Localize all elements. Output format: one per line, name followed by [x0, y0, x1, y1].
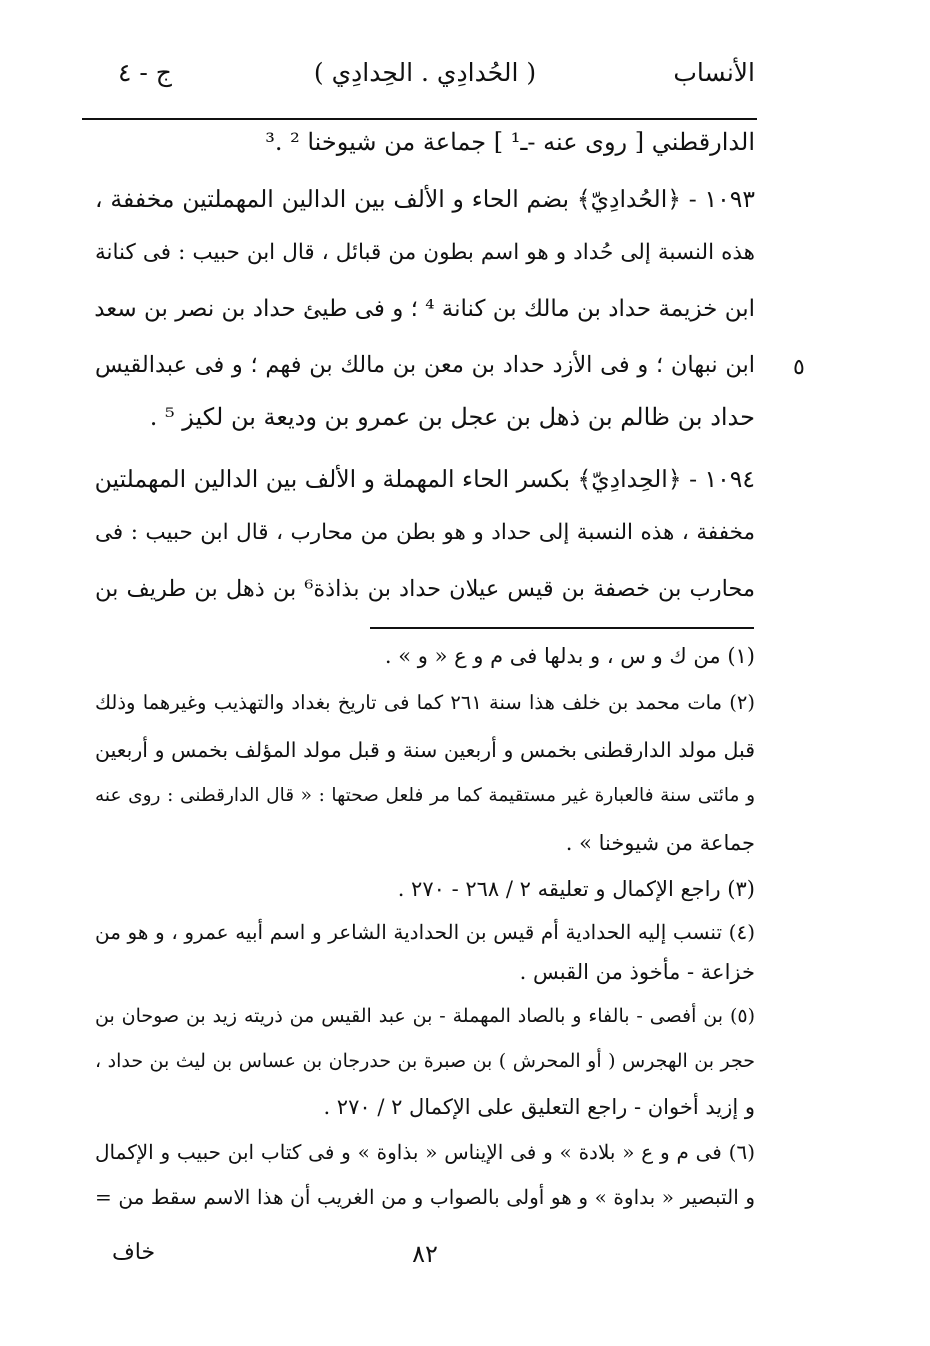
- footnote-line: (٢) مات محمد بن خلف هذا سنة ٢٦١ كما فى تاريخ بغداد والتهذيب وغيرهما وذلك: [95, 691, 755, 714]
- footnote-line: و مائتى سنة فالعبارة غير مستقيمة كما مر فلعل صحتها : « قال الدارقطنى : روى عنه: [95, 785, 755, 806]
- footnote-line: و التبصير « بداوة » و هو أولى بالصواب و من الغريب أن هذا الاسم سقط من =: [95, 1185, 755, 1209]
- page-number: ٨٢: [412, 1240, 438, 1268]
- footnote-line: (٣) راجع الإكمال و تعليقه ٢ / ٢٦٨ - ٢٧٠ .: [397, 877, 755, 901]
- footnote-line: خزاعة - مأخوذ من القبس .: [519, 960, 755, 984]
- entry-1094-line: ١٠٩٤ - ﴿الحِدادِيّ﴾ بكسر الحاء المهملة و الألف بين الدالين المهملتين: [94, 465, 755, 493]
- header-book-title: الأنساب: [673, 58, 755, 87]
- header-volume: ج - ٤: [118, 58, 172, 87]
- catchword: خاف: [112, 1240, 156, 1265]
- body-line: حداد بن ظالم بن ذهل بن عجل بن عمرو بن وديعة بن لكيز ⁵ .: [149, 403, 755, 431]
- footnote-line: (٥) بن أفصى - بالفاء و بالصاد المهملة - بن عبد القيس من ذريته زيد بن صوحان بن: [95, 1005, 755, 1027]
- header-rule: [82, 118, 757, 120]
- body-line: ابن خزيمة حداد بن مالك بن كنانة ⁴ ؛ و فى طيئ حداد بن نصر بن سعد: [94, 296, 755, 322]
- body-line: محارب بن خصفة بن قيس عيلان حداد بن بذاذة⁶ بن ذهل بن طريف بن: [95, 576, 755, 602]
- body-line: ابن نبهان ؛ و فى الأزد حداد بن معن بن مالك بن فهم ؛ و فى عبدالقيس: [95, 352, 755, 378]
- body-line: هذه النسبة إلى حُداد و هو اسم بطون من قبائل ، قال ابن حبيب : فى كنانة: [95, 240, 755, 265]
- footnote-line: جماعة من شيوخنا » .: [565, 831, 755, 855]
- footnote-line: (٤) تنسب إليه الحدادية أم قيس بن الحدادية الشاعر و اسم أبيه عمرو ، و هو من: [95, 920, 755, 944]
- body-line: مخففة ، هذه النسبة إلى حداد و هو بطن من محارب ، قال ابن حبيب : فى: [95, 520, 755, 545]
- body-line: الدارقطني [ روى عنه -ـ¹ ] جماعة من شيوخنا ² .³: [265, 128, 755, 156]
- entry-1093-line: ١٠٩٣ - ﴿الحُدادِيّ﴾ بضم الحاء و الألف بين الدالين المهملتين مخففة ،: [95, 185, 755, 213]
- footnote-line: قبل مولد الدارقطنى بخمس و أربعين سنة و قبل مولد المؤلف بخمس و أربعين: [95, 738, 755, 762]
- footnote-line: (١) من ك و س ، و بدلها فى م و ع « و » .: [384, 644, 755, 668]
- margin-line-number: ٥: [793, 355, 805, 380]
- footnote-line: (٦) فى م و ع « بلادة » و فى الإيناس « بذاوة » و فى كتاب ابن حبيب و الإكمال: [95, 1140, 755, 1164]
- footnote-rule: [370, 627, 754, 629]
- footnote-line: و إزيد أخوان - راجع التعليق على الإكمال ٢ / ٢٧٠ .: [323, 1095, 755, 1119]
- footnote-line: حجر بن الهجرس ( أو المحرش ) بن صبرة بن حدرجان بن عساس بن ليث بن حداد ،: [95, 1050, 755, 1072]
- header-entry-range: ( الحُدادِي . الحِدادِي ): [313, 58, 537, 87]
